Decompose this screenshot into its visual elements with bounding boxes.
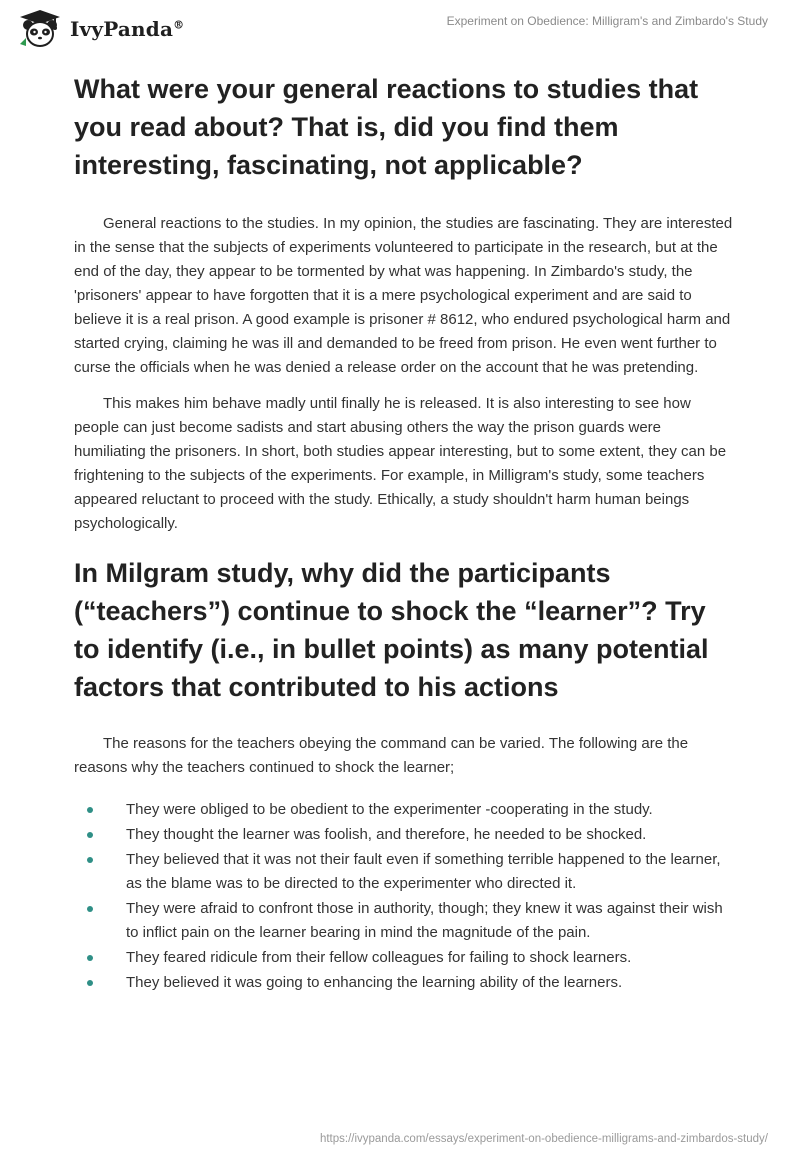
- list-item: [74, 798, 734, 822]
- essay-content: [74, 70, 734, 996]
- logo-text: IvyPanda®: [70, 17, 185, 41]
- panda-graduate-icon: [16, 8, 64, 50]
- list-item: [74, 897, 734, 945]
- list-item: [74, 823, 734, 847]
- document-title: Experiment on Obedience: Milligram's and Zimbardo's Study: [446, 14, 768, 28]
- list-item-text: They were obliged to be obedient to the experimenter -cooperating in the study.: [126, 801, 653, 818]
- list-item-text: They were afraid to confront those in authority, though; they knew it was against their wish to inflict pain on the learner bearing in mind the magnitude of the pain.: [126, 900, 723, 941]
- section-heading-milgram: In Milgram study, why did the participants (“teachers”) continue to shock the “learner”? Try to identify (i.e., in bullet points) as many potential factors that contributed to his actions: [74, 558, 709, 702]
- registered-mark: ®: [173, 18, 185, 32]
- list-item-text: They thought the learner was foolish, and therefore, he needed to be shocked.: [126, 826, 647, 843]
- bullet-icon: [87, 980, 93, 986]
- factors-list: [74, 798, 734, 995]
- page-header: [0, 0, 800, 60]
- paragraph: This makes him behave madly until finally he is released. It is also interesting to see how people can just become sadists and start abusing others the way the prison guards were humiliating the prisoners. In short, both studies appear interesting, but to some extent, they can be frightening to the subjects of the experiments. For example, in Milligram's study, some teachers appeared reluctant to proceed with the study. Ethically, a study shouldn't harm human beings psychologically.: [74, 395, 727, 532]
- bullet-icon: [87, 857, 93, 863]
- list-item: [74, 946, 734, 970]
- ivypanda-logo[interactable]: [16, 8, 184, 50]
- bullet-icon: [87, 832, 93, 838]
- list-item: [74, 848, 734, 896]
- list-item-text: They feared ridicule from their fellow colleagues for failing to shock learners.: [126, 949, 632, 966]
- source-url-link[interactable]: https://ivypanda.com/essays/experiment-on-obedience-milligrams-and-zimbardos-study/: [319, 1133, 768, 1145]
- bullet-icon: [87, 955, 93, 961]
- list-item-text: They believed it was going to enhancing the learning ability of the learners.: [126, 974, 623, 991]
- bullet-icon: [87, 906, 93, 912]
- section-heading-reactions: What were your general reactions to studies that you read about? That is, did you find them interesting, fascinating, not applicable?: [74, 74, 699, 180]
- paragraph-intro: The reasons for the teachers obeying the command can be varied. The following are the reasons why the teachers continued to shock the learner;: [74, 735, 689, 776]
- paragraph: General reactions to the studies. In my opinion, the studies are fascinating. They are interested in the sense that the subjects of experiments volunteered to participate in the research, but at the end of the day, they appear to be tormented by what was happening. In Zimbardo's study, the 'prisoners' appear to have forgotten that it is a mere psychological experiment and are said to believe it is a real prison. A good example is prisoner # 8612, who endured psychological harm and started crying, claiming he was ill and demanded to be freed from prison. He even went further to curse the officials when he was denied a release order on the account that he was pretending.: [74, 215, 733, 376]
- list-item: [74, 971, 734, 995]
- bullet-icon: [87, 807, 93, 813]
- list-item-text: They believed that it was not their fault even if something terrible happened to the learner, as the blame was to be directed to the experimenter who directed it.: [126, 851, 721, 892]
